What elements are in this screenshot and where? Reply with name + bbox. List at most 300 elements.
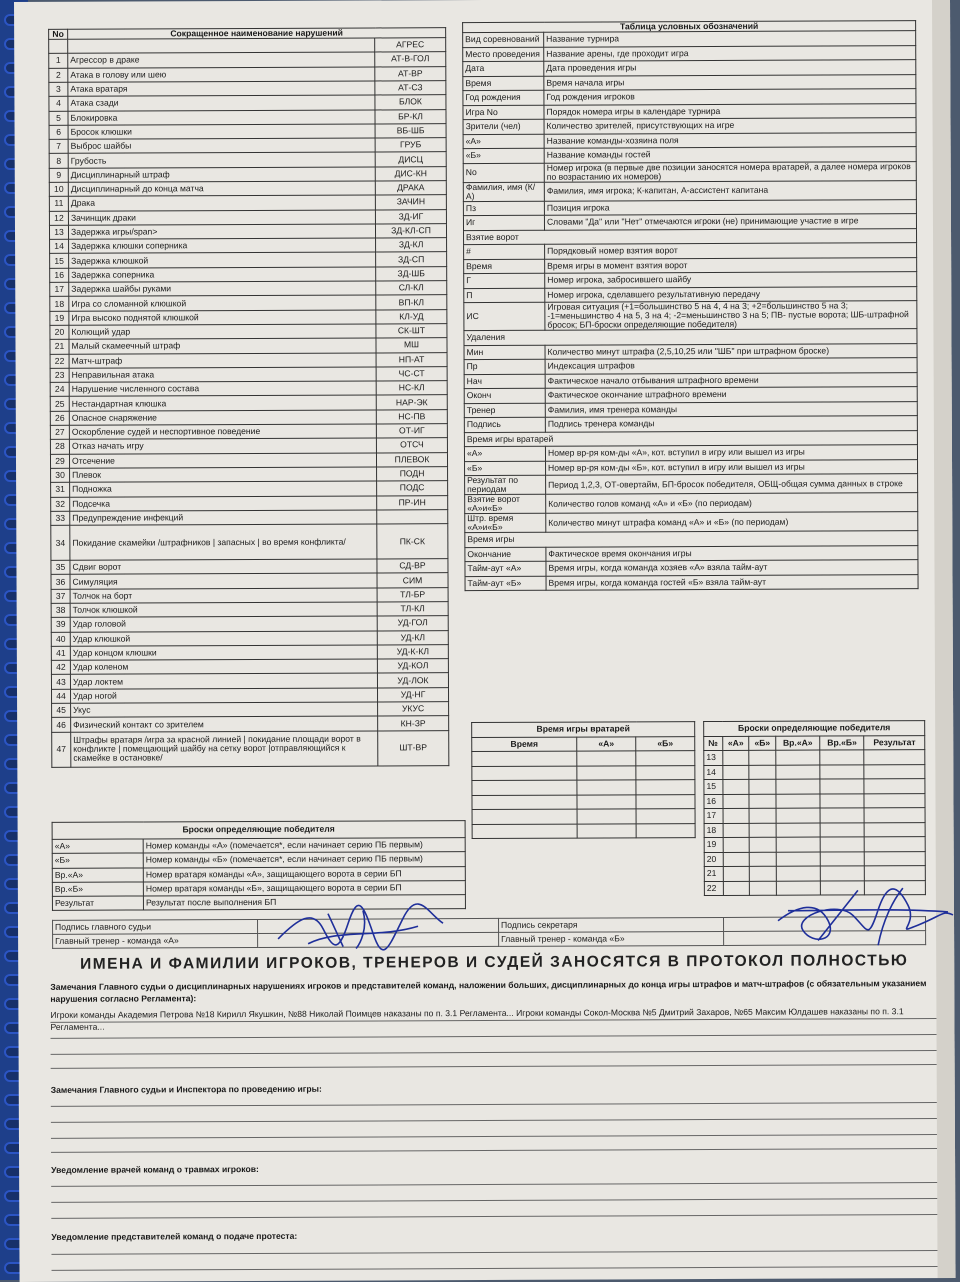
legend-value: Подпись тренера команды <box>545 416 917 432</box>
violation-number: 28 <box>50 440 69 454</box>
shootout-grid-cell[interactable] <box>865 851 926 866</box>
shootout-grid-cell[interactable] <box>820 779 864 794</box>
shootout-grid-cell[interactable] <box>864 793 925 808</box>
violation-name: Неправильная атака <box>69 367 376 383</box>
legend-key: «А» <box>464 446 545 461</box>
violation-name: Предупреждение инфекций <box>70 510 377 526</box>
legend-key: Фамилия, имя (К/А) <box>463 182 544 201</box>
legend-value: Словами "Да" или "Нет" отмечаются игроки (не) принимающие участие в игре <box>544 214 916 230</box>
violation-number: 46 <box>52 718 71 732</box>
violation-name: Удар головой <box>70 616 377 632</box>
violation-number: 13 <box>49 225 68 239</box>
legend-section: Время игры <box>465 531 918 547</box>
violation-code: ГРУБ <box>375 138 446 153</box>
shootout-grid-title: Броски определяющие победителя <box>704 721 925 736</box>
shootout-grid-header: № <box>704 736 723 751</box>
goalkeeper-cell[interactable] <box>636 794 695 809</box>
shootout-legend-value: Номер команды «Б» (помечается*, если начинает серию ПБ первым) <box>143 852 465 868</box>
violation-name: Дисциплинарный штраф <box>68 167 375 183</box>
shootout-attempt-number: 20 <box>704 852 723 867</box>
legend-key: Мин <box>464 345 545 360</box>
violation-code: БЛОК <box>375 95 446 110</box>
violation-number: 20 <box>50 325 69 339</box>
violation-code: НАР-ЭК <box>376 395 447 410</box>
shootout-grid-header: Результат <box>864 735 925 750</box>
goalkeeper-cell[interactable] <box>472 780 577 795</box>
violation-name: Блокировка <box>68 109 375 125</box>
violation-code: НП-АТ <box>376 352 447 367</box>
violation-code: КН-ЗР <box>378 716 449 731</box>
shootout-grid-cell[interactable] <box>865 866 926 881</box>
goalkeeper-cell[interactable] <box>636 809 695 824</box>
legend-value: Название команды гостей <box>544 147 916 163</box>
violation-number: 5 <box>49 111 68 125</box>
legend-key: Окончание <box>465 547 546 562</box>
handwritten-signature-right <box>758 880 958 953</box>
goalkeeper-time-title: Время игры вратарей <box>472 722 695 737</box>
goalkeeper-cell[interactable] <box>472 809 577 824</box>
violation-name: Удар клюшкой <box>70 631 377 647</box>
violation-name: Удар коленом <box>70 659 377 675</box>
violation-number: 10 <box>49 182 68 196</box>
shootout-grid-cell[interactable] <box>723 779 750 794</box>
shootout-grid-cell[interactable] <box>820 764 864 779</box>
violation-number: 38 <box>51 603 70 617</box>
violation-number: 6 <box>49 125 68 139</box>
goalkeeper-cell[interactable] <box>472 795 577 810</box>
shootout-grid-cell[interactable] <box>723 881 750 896</box>
violation-number: 23 <box>50 368 69 382</box>
shootout-grid-cell[interactable] <box>749 823 776 838</box>
goalkeeper-cell[interactable] <box>472 766 577 781</box>
shootout-grid-row <box>704 779 925 794</box>
legend-value: Порядковый номер взятия ворот <box>545 243 917 259</box>
shootout-grid-row <box>704 822 925 837</box>
legend-value: Фамилия, имя игрока; К-капитан, А-ассистент капитана <box>544 180 916 201</box>
violation-number: 14 <box>50 239 69 253</box>
violation-code: УД-К-КЛ <box>377 645 448 660</box>
shootout-grid-cell[interactable] <box>750 866 777 881</box>
goalkeeper-cell[interactable] <box>577 765 636 780</box>
violations-no-header: No <box>49 29 68 39</box>
legend-value: Фамилия, имя тренера команды <box>545 401 917 417</box>
inspector-line <box>51 1102 937 1107</box>
shootout-grid-cell[interactable] <box>776 808 820 823</box>
violation-name: Штрафы вратаря /игра за красной линией | покидание площади ворот в конфликте | помещающий шайбу на сетку ворот |отправляющийся к скамейке в остановке/ <box>71 731 378 767</box>
violation-name: Задержка игры/span> <box>68 224 375 240</box>
violation-number: 16 <box>50 268 69 282</box>
legend-section: Взятие ворот <box>464 228 917 244</box>
violation-name: Бросок клюшки <box>68 124 375 140</box>
legend-value: Количество минут штрафа команд «А» и «Б» (по периодам) <box>546 512 918 533</box>
violations-table <box>48 27 449 767</box>
violation-code <box>377 509 448 524</box>
remarks-line <box>51 1050 937 1055</box>
legend-key: Г <box>464 273 545 288</box>
violation-name: Сдвиг ворот <box>70 559 377 575</box>
shootout-grid-cell[interactable] <box>749 750 776 765</box>
shootout-grid-cell[interactable] <box>820 866 864 881</box>
legend-key: Тайм-аут «Б» <box>465 576 546 591</box>
violation-number <box>49 39 68 53</box>
violation-name: Удар ногой <box>71 688 378 704</box>
shootout-grid-cell[interactable] <box>776 779 820 794</box>
violation-code: ДИС-КН <box>375 166 446 181</box>
legend-section: Время игры вратарей <box>464 430 917 446</box>
legend-key: Иг <box>463 215 544 230</box>
legend-key: Зрители (чел) <box>463 119 544 134</box>
goalkeeper-cell[interactable] <box>472 824 577 839</box>
violation-code: ТЛ-КЛ <box>377 602 448 617</box>
coach-b-label: Главный тренер - команда «Б» <box>499 931 724 946</box>
violation-code: ЗАЧИН <box>375 195 446 210</box>
shootout-grid-cell[interactable] <box>723 808 750 823</box>
coach-a-label: Главный тренер - команда «А» <box>53 933 258 948</box>
gk-col-b: «Б» <box>636 736 695 751</box>
shootout-grid-cell[interactable] <box>865 837 926 852</box>
violation-number: 34 <box>51 525 70 560</box>
legend-value: Дата проведения игры <box>544 60 916 76</box>
violation-name: Укус <box>71 702 378 718</box>
violation-number: 30 <box>51 468 70 482</box>
inspector-line <box>51 1148 937 1153</box>
shootout-grid-cell[interactable] <box>723 866 750 881</box>
violation-name: Задержка клюшкой <box>69 252 376 268</box>
violation-row <box>52 730 449 767</box>
goalkeeper-cell[interactable] <box>636 765 695 780</box>
violation-number: 41 <box>51 646 70 660</box>
shootout-attempt-number: 15 <box>704 779 723 794</box>
violation-code: УКУС <box>378 702 449 717</box>
shootout-grid-cell[interactable] <box>723 794 750 809</box>
shootout-attempt-number: 13 <box>704 750 723 765</box>
violation-number: 45 <box>52 703 71 717</box>
violation-name: Колющий удар <box>69 324 376 340</box>
shootout-legend-value: Номер вратаря команды «А», защищающего ворота в серии БП <box>143 866 465 882</box>
legend-value: Номер игрока, сделавшего результативную передачу <box>545 286 917 302</box>
goalkeeper-row <box>472 794 695 809</box>
violation-code: МШ <box>376 338 447 353</box>
inspector-line <box>51 1118 937 1123</box>
legend-key: # <box>464 244 545 259</box>
shootout-legend-value: Результат после выполнения БП <box>143 895 465 911</box>
violation-code: НС-КЛ <box>376 381 447 396</box>
full-names-notice: ИМЕНА И ФАМИЛИИ ИГРОКОВ, ТРЕНЕРОВ И СУДЕЙ ЗАНОСЯТСЯ В ПРОТОКОЛ ПОЛНОСТЬЮ <box>80 952 909 973</box>
shootout-grid-cell[interactable] <box>723 837 750 852</box>
violation-number: 15 <box>50 254 69 268</box>
legend-value: Период 1,2,3, ОТ-овертайм, БП-бросок победителя, ОБЩ-общая сумма данных в строке <box>546 474 918 495</box>
shootout-grid-cell[interactable] <box>776 794 820 809</box>
violation-name: Зачинщик драки <box>68 210 375 226</box>
legend-value: Номер игрока, забросившего шайбу <box>545 272 917 288</box>
shootout-grid-cell[interactable] <box>723 823 750 838</box>
violation-number: 12 <box>49 211 68 225</box>
goalkeeper-time-table <box>471 721 696 839</box>
violation-number: 39 <box>51 618 70 632</box>
legend-row <box>465 574 918 590</box>
legend-value: Количество голов команд «А» и «Б» (по периодам) <box>546 493 918 514</box>
violation-number: 26 <box>50 411 69 425</box>
injuries-line <box>51 1198 937 1203</box>
shootout-grid-header: «А» <box>722 736 749 751</box>
shootout-grid-cell[interactable] <box>776 837 820 852</box>
violation-name: Нестандартная клюшка <box>69 395 376 411</box>
legend-value: Фактическое окончание штрафного времени <box>545 387 917 403</box>
legend-value: Фактическое время окончания игры <box>546 545 918 561</box>
shootout-grid-row <box>704 808 925 823</box>
violation-name: Атака в голову или шею <box>68 67 375 83</box>
violations-title: Сокращенное наименование нарушений <box>68 28 446 40</box>
violation-code: УД-КЛ <box>377 630 448 645</box>
legend-value: Позиция игрока <box>544 199 916 215</box>
shootout-grid-cell[interactable] <box>722 750 749 765</box>
gk-col-time: Время <box>472 737 577 752</box>
shootout-grid-cell[interactable] <box>820 851 864 866</box>
legend-value: Порядок номера игры в календаре турнира <box>544 103 916 119</box>
shootout-grid-cell[interactable] <box>749 808 776 823</box>
violation-number: 11 <box>49 197 68 211</box>
legend-key: No <box>463 163 544 182</box>
shootout-legend-key: Вр.«А» <box>52 868 143 883</box>
shootout-grid-cell[interactable] <box>723 852 750 867</box>
goalkeeper-cell[interactable] <box>577 780 636 795</box>
shootout-grid-cell[interactable] <box>865 822 926 837</box>
shootout-attempt-number: 18 <box>704 823 723 838</box>
legend-row <box>465 512 918 533</box>
violation-code: ЗД-КЛ <box>376 238 447 253</box>
inspector-remarks-label: Замечания Главного судьи и Инспектора по проведению игры: <box>50 1083 322 1095</box>
legend-value: Количество минут штрафа (2,5,10,25 или "ШБ" при штрафном броске) <box>545 343 917 359</box>
violation-name: Атака вратаря <box>68 81 375 97</box>
violation-number: 32 <box>51 497 70 511</box>
legend-row <box>465 493 918 514</box>
violation-number: 44 <box>52 689 71 703</box>
violation-code: ДРАКА <box>375 181 446 196</box>
violation-code: БР-КЛ <box>375 109 446 124</box>
legend-key: Дата <box>463 61 544 76</box>
shootout-legend-title: Броски определяющие победителя <box>52 821 465 840</box>
shootout-grid-row <box>704 851 925 866</box>
violation-name: Опасное снаряжение <box>69 410 376 426</box>
legend-key: Подпись <box>464 417 545 432</box>
violation-name: Игра высоко поднятой клюшкой <box>69 310 376 326</box>
shootout-grid-row <box>704 764 925 779</box>
shootout-grid-cell[interactable] <box>776 765 820 780</box>
violation-name <box>68 38 375 54</box>
violation-code: ПОДН <box>377 467 448 482</box>
legend-row <box>465 474 918 495</box>
violation-code: УД-КОЛ <box>377 659 448 674</box>
discipline-remarks-text[interactable]: Игроки команды Академия Петрова №18 Кирилл Якушкин, №88 Николай Поимцев наказаны по п. 3.1 Регламента... Игроки команды Сокол-Москва №5 Дмитрий Захаров, №65 Максим Юлдашев наказаны по п. 3.1 Регламента... <box>50 1006 904 1032</box>
legend-key: Нач <box>464 374 545 389</box>
goalkeeper-cell[interactable] <box>577 823 636 838</box>
shootout-grid-cell[interactable] <box>820 808 864 823</box>
legend-section: Удаления <box>464 329 917 345</box>
violation-code: ПЛЕВОК <box>376 452 447 467</box>
shootout-legend-key: «Б» <box>52 853 143 868</box>
violation-code: ВП-КЛ <box>376 295 447 310</box>
violation-name: Атака сзади <box>68 95 375 111</box>
legend-key: Результат по периодам <box>465 475 546 494</box>
shootout-grid-table <box>703 720 926 896</box>
violation-number: 1 <box>49 54 68 68</box>
legend-title: Таблица условных обозначений <box>463 21 916 33</box>
violation-code: ЗД-ИГ <box>375 209 446 224</box>
goalkeeper-cell[interactable] <box>636 751 695 766</box>
shootout-grid-cell[interactable] <box>776 823 820 838</box>
violation-code: ПК-СК <box>377 524 448 559</box>
violation-name: Оскорбление судей и неспортивное поведение <box>69 424 376 440</box>
legend-key: Оконч <box>464 388 545 403</box>
shootout-legend-key: «А» <box>52 839 143 854</box>
shootout-grid-cell[interactable] <box>749 765 776 780</box>
violation-number: 27 <box>50 425 69 439</box>
shootout-grid-cell[interactable] <box>864 764 925 779</box>
legend-value: Фактическое начало отбывания штрафного времени <box>545 372 917 388</box>
legend-value: Номер вр-ря ком-ды «Б», кот. вступил в игру или вышел из игры <box>546 459 918 475</box>
goalkeeper-cell[interactable] <box>636 823 695 838</box>
shootout-legend-value: Номер вратаря команды «Б», защищающего ворота в серии БП <box>143 880 465 896</box>
shootout-attempt-number: 19 <box>704 837 723 852</box>
shootout-grid-cell[interactable] <box>864 750 925 765</box>
violation-number: 47 <box>52 732 71 767</box>
violation-name: Толчок клюшкой <box>70 602 377 618</box>
legend-key: Пр <box>464 359 545 374</box>
violation-name: Физический контакт со зрителем <box>71 716 378 732</box>
legend-table <box>462 20 918 591</box>
violation-name: Игра со сломанной клюшкой <box>69 295 376 311</box>
violation-code: АТ-ВР <box>375 66 446 81</box>
shootout-grid-cell[interactable] <box>749 794 776 809</box>
legend-row <box>463 161 916 182</box>
violation-name: Матч-штраф <box>69 353 376 369</box>
shootout-grid-cell[interactable] <box>776 866 820 881</box>
shootout-grid-cell[interactable] <box>749 779 776 794</box>
legend-value: Год рождения игроков <box>544 89 916 105</box>
shootout-grid-cell[interactable] <box>820 750 864 765</box>
violation-number: 36 <box>51 575 70 589</box>
violation-code: ПР-ИН <box>377 495 448 510</box>
shootout-grid-header: Вр.«А» <box>776 736 820 751</box>
violation-name: Отсечение <box>69 453 376 469</box>
legend-value: Название турнира <box>544 31 916 47</box>
violation-code: ДИСЦ <box>375 152 446 167</box>
goalkeeper-row <box>472 823 695 838</box>
shootout-grid-cell[interactable] <box>750 852 777 867</box>
goalkeeper-row <box>472 780 695 795</box>
violation-name: Задержка соперника <box>69 267 376 283</box>
violation-number: 43 <box>51 675 70 689</box>
injuries-line <box>51 1182 937 1187</box>
legend-key: «А» <box>463 134 544 149</box>
legend-key: Место проведения <box>463 47 544 62</box>
violation-number: 29 <box>50 454 69 468</box>
goalkeeper-cell[interactable] <box>636 780 695 795</box>
shootout-grid-cell[interactable] <box>820 837 864 852</box>
shootout-grid-cell[interactable] <box>864 779 925 794</box>
violation-code: СЛ-КЛ <box>376 281 447 296</box>
violation-row <box>51 524 448 561</box>
protest-label: Уведомление представителей команд о подаче протеста: <box>51 1230 298 1242</box>
legend-key: Игра No <box>463 105 544 120</box>
shootout-grid-cell[interactable] <box>723 765 750 780</box>
shootout-grid-cell[interactable] <box>776 750 820 765</box>
shootout-grid-cell[interactable] <box>749 837 776 852</box>
violation-code: ЧС-СТ <box>376 366 447 381</box>
violation-number: 7 <box>49 139 68 153</box>
shootout-grid-cell[interactable] <box>776 852 820 867</box>
legend-key: Время <box>464 259 545 274</box>
goalkeeper-cell[interactable] <box>577 809 636 824</box>
shootout-grid-row <box>704 837 925 852</box>
violation-code: ПОДС <box>377 481 448 496</box>
violation-number: 21 <box>50 340 69 354</box>
injuries-line <box>51 1214 937 1219</box>
violation-number: 4 <box>49 97 68 111</box>
shootout-grid-header: «Б» <box>749 736 776 751</box>
shootout-grid-cell[interactable] <box>820 822 864 837</box>
shootout-attempt-number: 16 <box>704 794 723 809</box>
goalkeeper-cell[interactable] <box>472 751 577 766</box>
violation-name: Подножка <box>70 481 377 497</box>
violation-code: ВБ-ШБ <box>375 123 446 138</box>
violation-name: Толчок на борт <box>70 588 377 604</box>
legend-value: Индексация штрафов <box>545 358 917 374</box>
violation-name: Агрессор в драке <box>68 52 375 68</box>
legend-value: Игровая ситуация (+1=большинство 5 на 4, 4 на 3; +2=большинство 5 на 3; -1=меньшинство 4 на 5, 3 на 4; -2=меньшинство 3 на 5; ПВ- пустые ворота; ШБ-штрафной бросок; БП-броски определяющие победителя) <box>545 301 917 331</box>
shootout-grid-row <box>704 866 925 881</box>
legend-value: Название команды-хозяина поля <box>544 132 916 148</box>
legend-key: Взятие ворот «А»и«Б» <box>465 494 546 513</box>
shootout-grid-cell[interactable] <box>865 808 926 823</box>
injuries-label: Уведомление врачей команд о травмах игроков: <box>51 1163 259 1175</box>
violation-number: 8 <box>49 154 68 168</box>
violation-name: Грубость <box>68 152 375 168</box>
goalkeeper-cell[interactable] <box>577 751 636 766</box>
legend-key: «Б» <box>463 148 544 163</box>
gk-col-a: «А» <box>577 736 636 751</box>
handwritten-signature-left <box>268 898 458 959</box>
legend-value: Количество зрителей, присутствующих на игре <box>544 118 916 134</box>
violation-number: 18 <box>50 297 69 311</box>
shootout-attempt-number: 22 <box>704 881 723 896</box>
violation-name: Нарушение численного состава <box>69 381 376 397</box>
violation-number: 37 <box>51 589 70 603</box>
violation-code: УД-ЛОК <box>377 673 448 688</box>
shootout-grid-cell[interactable] <box>820 793 864 808</box>
violation-code: ОТСЧ <box>376 438 447 453</box>
shootout-grid-row <box>704 793 925 808</box>
shootout-attempt-number: 17 <box>704 808 723 823</box>
legend-value: Время игры, когда команда хозяев «А» взяла тайм-аут <box>546 560 918 576</box>
violation-number: 42 <box>51 660 70 674</box>
violation-number: 40 <box>51 632 70 646</box>
discipline-remarks-label: Замечания Главного судьи о дисциплинарных нарушениях игроков и представителей команд, наложении больших, дисциплинарных до конца игры штрафов и матч-штрафов (с обязательным указанием нарушения согласно Регламента): <box>50 978 927 1004</box>
violation-name: Малый скамеечный штраф <box>69 338 376 354</box>
legend-key: Штр. время «А»и«Б» <box>465 513 546 532</box>
violation-code: ЗД-ШБ <box>376 266 447 281</box>
violation-code: СК-ШТ <box>376 324 447 339</box>
shootout-grid-row <box>704 750 925 765</box>
violation-name: Покидание скамейки /штрафников | запасных | во время конфликта/ <box>70 524 377 560</box>
violation-code: КЛ-УД <box>376 309 447 324</box>
goalkeeper-row <box>472 765 695 780</box>
violation-code: АГРЕС <box>375 38 446 53</box>
goalkeeper-cell[interactable] <box>577 794 636 809</box>
violation-code: ОТ-ИГ <box>376 424 447 439</box>
violation-code: УД-НГ <box>377 687 448 702</box>
protest-line <box>51 1250 937 1255</box>
